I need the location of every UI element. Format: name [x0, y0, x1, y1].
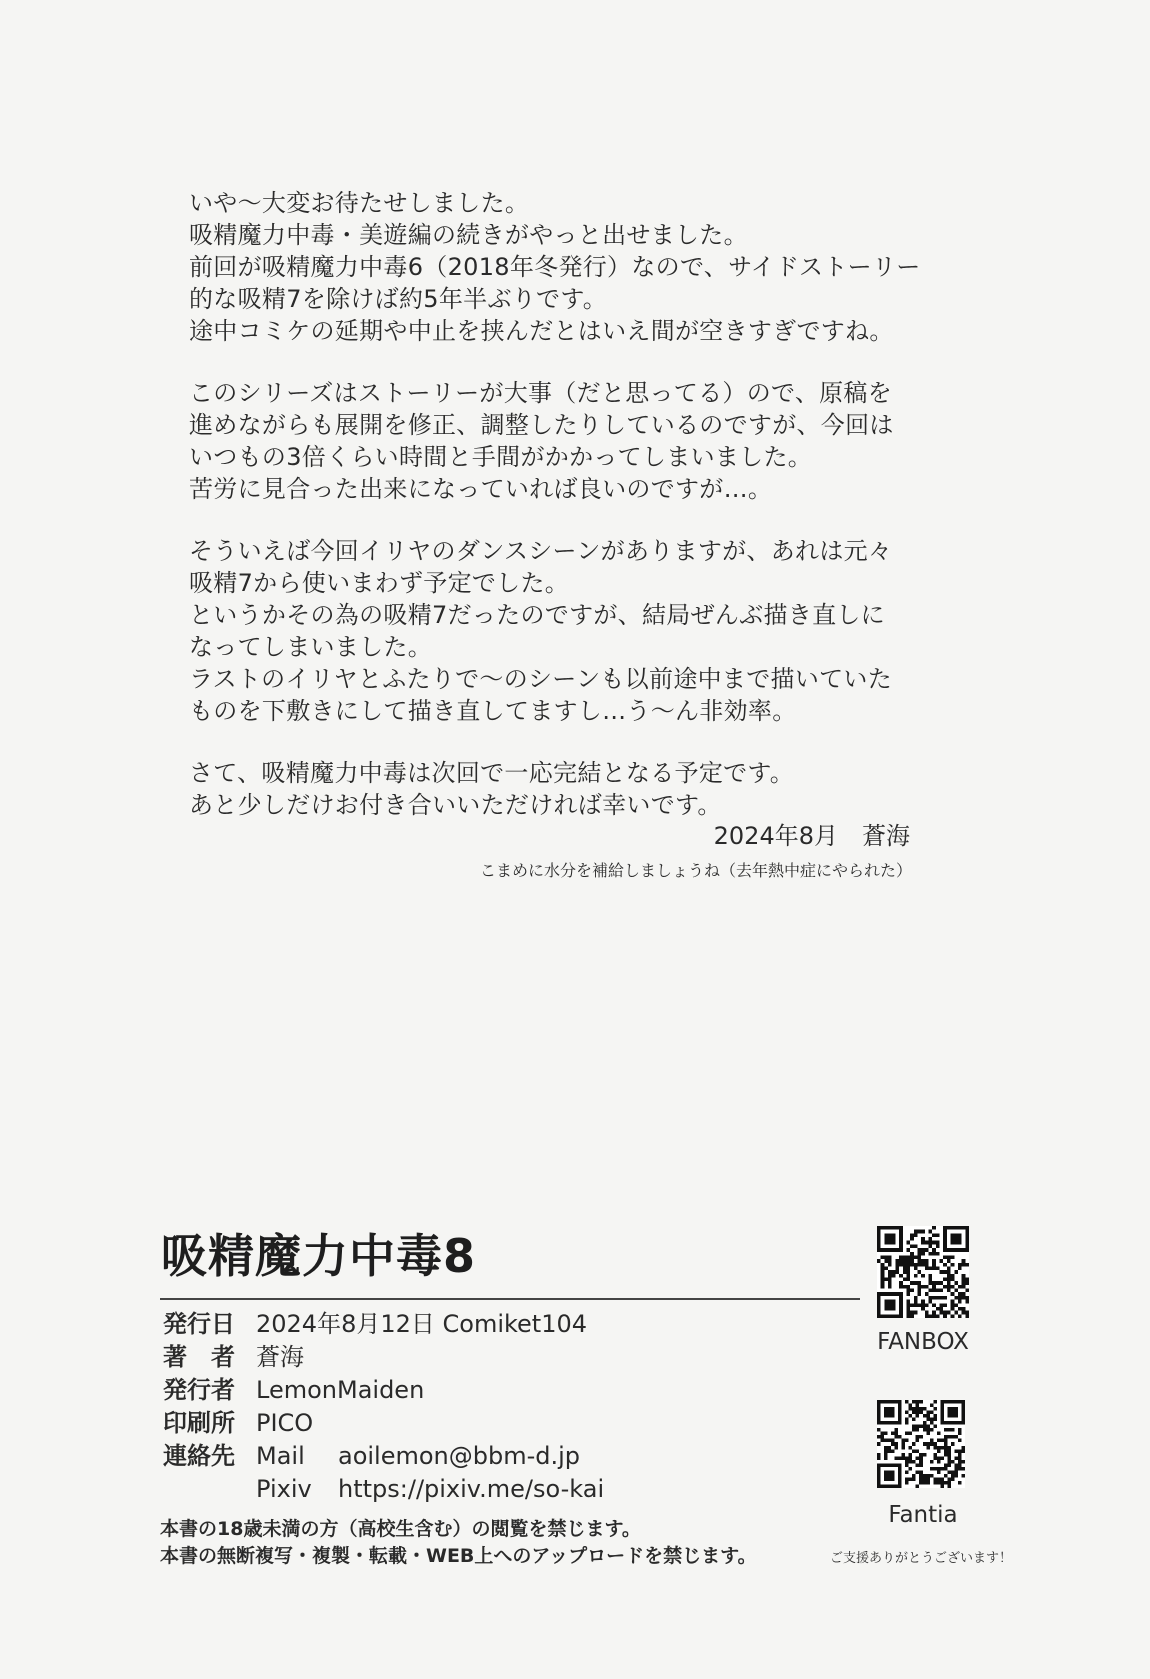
colophon-value: 2024年8月12日 Comiket104	[256, 1310, 588, 1338]
colophon-label: 印刷所	[163, 1409, 235, 1437]
text-line: いつもの3倍くらい時間と手間がかかってしまいました。	[189, 443, 813, 471]
warning-line: 本書の無断複写・複製・転載・WEB上へのアップロードを禁じます。	[160, 1545, 757, 1567]
text-line: このシリーズはストーリーが大事（だと思ってる）ので、原稿を	[189, 379, 893, 407]
colophon-row-contact-pixiv	[163, 1473, 604, 1506]
text-line: 進めながらも展開を修正、調整したりしているのですが、今回は	[189, 411, 894, 439]
mail-address: aoilemon@bbm-d.jp	[338, 1442, 581, 1470]
colophon-row-author	[163, 1341, 604, 1374]
text-line: 途中コミケの延期や中止を挟んだとはいえ間が空きすぎですね。	[189, 317, 894, 345]
text-line: いや～大変お待たせしました。	[189, 189, 530, 217]
text-line: さて、吸精魔力中毒は次回で一応完結となる予定です。	[189, 759, 795, 787]
fantia-label: Fantia	[888, 1502, 958, 1528]
afterword	[189, 187, 949, 851]
text-line: 苦労に見合った出来になっていれば良いのですが…。	[189, 475, 773, 503]
warning-line: 本書の18歳未満の方（高校生含む）の閲覧を禁じます。	[160, 1518, 641, 1540]
text-line: 前回が吸精魔力中毒6（2018年冬発行）なので、サイドストーリー	[189, 253, 921, 281]
signature: 2024年8月 蒼海	[713, 822, 910, 850]
contact-sublabel: Pixiv	[256, 1475, 312, 1503]
text-line: ものを下敷きにして描き直してますし…う～ん非効率。	[189, 697, 797, 725]
colophon-row-issue-date	[163, 1308, 604, 1341]
contact-sublabel: Mail	[256, 1442, 305, 1470]
text-line: 吸精魔力中毒・美遊編の続きがやっと出せました。	[189, 221, 748, 249]
divider	[160, 1298, 860, 1300]
text-line: なってしまいました。	[189, 633, 432, 661]
colophon-label: 連絡先	[163, 1442, 235, 1470]
colophon-row-contact-mail	[163, 1440, 604, 1473]
colophon	[163, 1308, 604, 1506]
colophon-value: 蒼海	[256, 1343, 304, 1371]
colophon-label: 著 者	[163, 1343, 235, 1371]
text-line: 吸精7から使いまわず予定でした。	[189, 569, 570, 597]
text-line: ラストのイリヤとふたりで～のシーンも以前途中まで描いていた	[189, 665, 893, 693]
text-line: そういえば今回イリヤのダンスシーンがありますが、あれは元々	[189, 537, 893, 565]
afterword-paragraph	[189, 187, 949, 347]
warnings	[160, 1516, 757, 1570]
afterword-paragraph	[189, 757, 949, 821]
book-title: 吸精魔力中毒8	[161, 1229, 477, 1283]
fantia-qr-code	[877, 1400, 965, 1488]
text-line: あと少しだけお付き合いいただければ幸いです。	[189, 791, 722, 819]
colophon-label: 発行者	[163, 1376, 235, 1404]
pixiv-url: https://pixiv.me/so-kai	[338, 1475, 605, 1503]
colophon-label: 発行日	[163, 1310, 235, 1338]
colophon-value: PICO	[256, 1409, 314, 1437]
text-line: 的な吸精7を除けば約5年半ぶりです。	[189, 285, 608, 313]
footnote: こまめに水分を補給しましょうね（去年熱中症にやられた）	[479, 861, 912, 880]
fanbox-qr-code	[877, 1226, 969, 1318]
afterword-paragraph	[189, 535, 949, 727]
colophon-row-printer	[163, 1407, 604, 1440]
colophon-value: LemonMaiden	[256, 1376, 425, 1404]
thanks-note: ご支援ありがとうございます！	[830, 1551, 1013, 1566]
text-line: というかその為の吸精7だったのですが、結局ぜんぶ描き直しに	[189, 601, 885, 629]
afterword-paragraph	[189, 377, 949, 505]
colophon-row-publisher	[163, 1374, 604, 1407]
fanbox-label: FANBOX	[877, 1329, 969, 1355]
